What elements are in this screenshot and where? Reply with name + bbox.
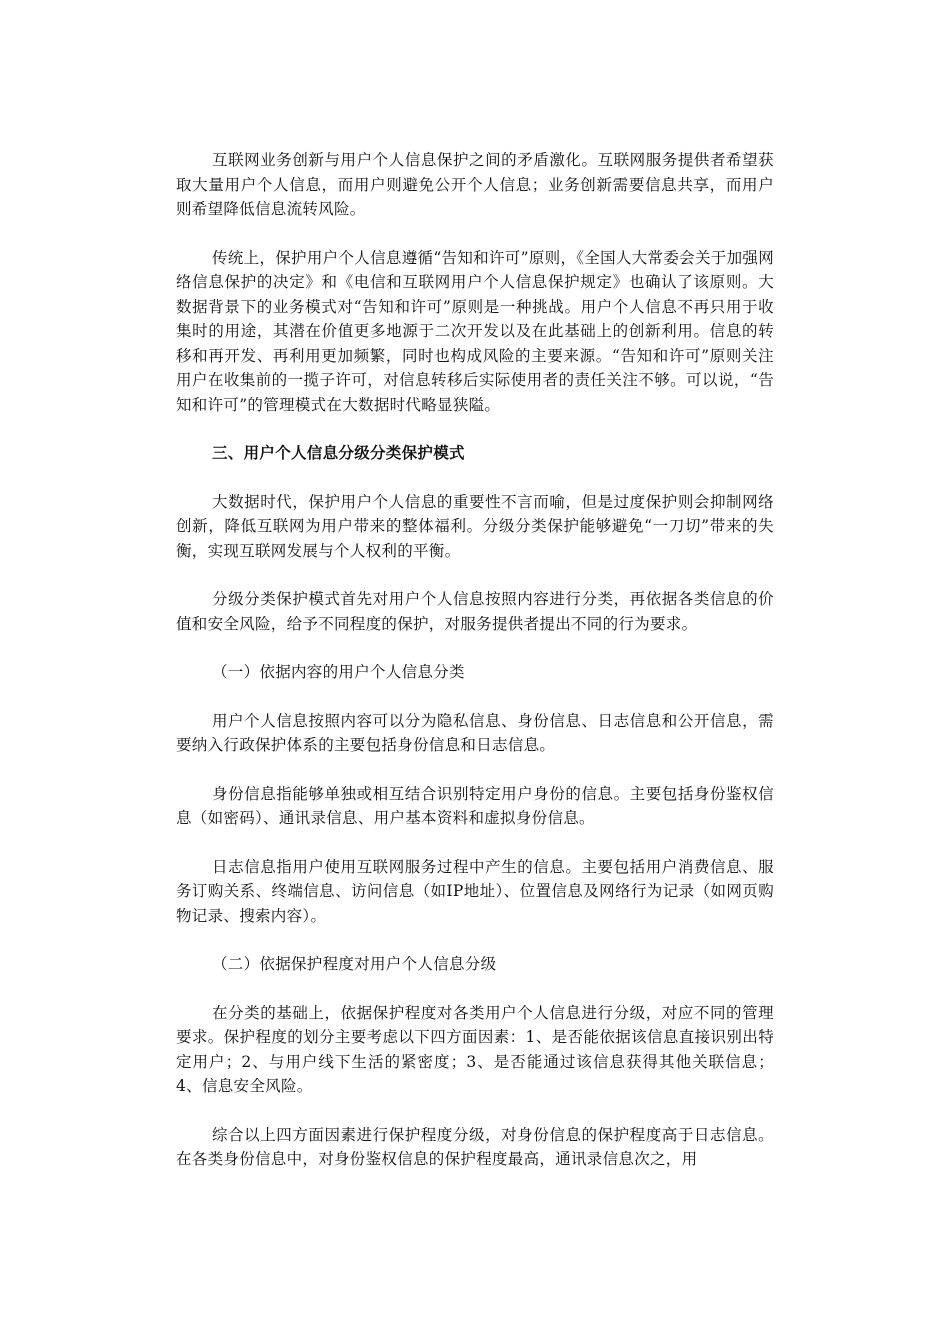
section-heading: 三、用户个人信息分级分类保护模式 bbox=[212, 443, 465, 462]
subsection-heading-grading: （二）依据保护程度对用户个人信息分级 bbox=[212, 955, 497, 973]
paragraph-grading-factors: 在分类的基础上，依据保护程度对各类用户个人信息进行分级，对应不同的管理要求。保护程度的划分主要考虑以下四方面因素：1、是否能依据该信息直接识别出特定用户；2、与用户线下生活的紧密度；3、是否能通过该信息获得其他关联信息；4、信息安全风险。 bbox=[176, 1003, 774, 1095]
paragraph-big-data-era: 大数据时代，保护用户个人信息的重要性不言而喻，但是过度保护则会抑制网络创新，降低互联网为用户带来的整体福利。分级分类保护能够避免“一刀切”带来的失衡，实现互联网发展与个人权利的平衡。 bbox=[176, 492, 774, 560]
paragraph-log-info: 日志信息指用户使用互联网服务过程中产生的信息。主要包括用户消费信息、服务订购关系、终端信息、访问信息（如IP地址）、位置信息及网络行为记录（如网页购物记录、搜索内容）。 bbox=[176, 857, 774, 925]
document-page bbox=[176, 148, 774, 1172]
paragraph-conflict: 互联网业务创新与用户个人信息保护之间的矛盾激化。互联网服务提供者希望获取大量用户个人信息，而用户则避免公开个人信息；业务创新需要信息共享，而用户则希望降低信息流转风险。 bbox=[176, 151, 774, 218]
subsection-heading-classification: （一）依据内容的用户个人信息分类 bbox=[212, 663, 465, 681]
paragraph-identity-info: 身份信息指能够单独或相互结合识别特定用户身份的信息。主要包括身份鉴权信息（如密码）、通讯录信息、用户基本资料和虚拟身份信息。 bbox=[176, 784, 774, 827]
paragraph-grading-result: 综合以上四方面因素进行保护程度分级，对身份信息的保护程度高于日志信息。在各类身份信息中，对身份鉴权信息的保护程度最高，通讯录信息次之，用 bbox=[176, 1125, 774, 1168]
paragraph-model-overview: 分级分类保护模式首先对用户个人信息按照内容进行分类，再依据各类信息的价值和安全风险，给予不同程度的保护，对服务提供者提出不同的行为要求。 bbox=[176, 590, 774, 633]
paragraph-notice-consent: 传统上，保护用户个人信息遵循“告知和许可”原则，《全国人大常委会关于加强网络信息保护的决定》和《电信和互联网用户个人信息保护规定》也确认了该原则。大数据背景下的业务模式对“告知和许可”原则是一种挑战。用户个人信息不再只用于收集时的用途，其潜在价值更多地源于二次开发以及在此基础上的创新利用。信息的转移和再开发、再利用更加频繁，同时也构成风险的主要来源。“告知和许可”原则关注用户在收集前的一揽子许可，对信息转移后实际使用者的责任关注不够。可以说，“告知和许可”的管理模式在大数据时代略显狭隘。 bbox=[176, 248, 774, 414]
paragraph-info-categories: 用户个人信息按照内容可以分为隐私信息、身份信息、日志信息和公开信息，需要纳入行政保护体系的主要包括身份信息和日志信息。 bbox=[176, 711, 774, 754]
